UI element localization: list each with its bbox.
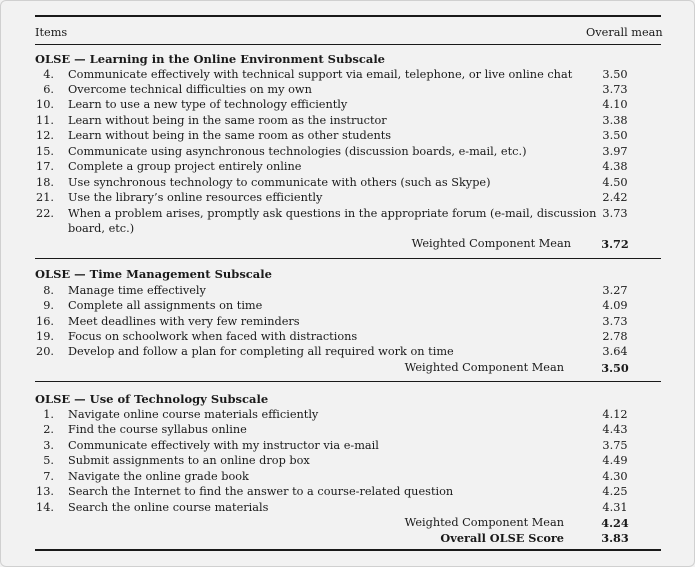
item-text: When a problem arises, promptly ask questions in the appropriate forum (e-mail, discussion	[68, 207, 597, 220]
item-text: Develop and follow a plan for completing all required work on time	[68, 345, 454, 358]
item-text: Use synchronous technology to communicate with others (such as Skype)	[68, 176, 491, 189]
section-divider	[35, 258, 661, 259]
overall-mean-header: Overall mean	[586, 26, 663, 39]
item-text: Submit assignments to an online drop box	[68, 454, 310, 467]
item-number: 14.	[36, 501, 54, 514]
item-text: Communicate using asynchronous technologies (discussion boards, e-mail, etc.)	[68, 145, 527, 158]
item-number: 22.	[36, 207, 54, 220]
item-mean: 4.30	[602, 470, 628, 483]
item-number: 4.	[43, 68, 54, 81]
item-mean: 3.97	[602, 145, 628, 158]
overall-score-value: 3.83	[601, 531, 629, 545]
item-mean: 3.64	[602, 345, 628, 358]
item-number: 6.	[43, 83, 54, 96]
item-mean: 2.42	[602, 191, 628, 204]
item-mean: 3.73	[602, 83, 628, 96]
item-mean: 4.09	[602, 299, 628, 312]
weighted-mean-label: Weighted Component Mean	[404, 516, 564, 529]
item-text: Learn without being in the same room as other students	[68, 129, 392, 142]
item-number: 12.	[36, 129, 54, 142]
item-number: 3.	[43, 439, 54, 452]
item-text: Communicate effectively with my instructor via e-mail	[68, 439, 379, 452]
item-text: Learn without being in the same room as the instructor	[68, 114, 387, 127]
overall-score-label: Overall OLSE Score	[440, 531, 564, 545]
item-text: Complete a group project entirely online	[68, 160, 302, 173]
item-number: 2.	[43, 423, 54, 436]
item-number: 21.	[36, 191, 54, 204]
item-mean: 2.78	[602, 330, 628, 343]
item-text: Complete all assignments on time	[68, 299, 263, 312]
item-mean: 4.12	[602, 408, 628, 421]
item-number: 17.	[36, 160, 54, 173]
item-number: 11.	[36, 114, 54, 127]
item-mean: 3.73	[602, 315, 628, 328]
item-mean: 4.38	[602, 160, 628, 173]
item-number: 16.	[36, 315, 54, 328]
item-mean: 4.10	[602, 98, 628, 111]
top-rule	[35, 15, 661, 17]
item-mean: 3.50	[602, 129, 628, 142]
section-title-use-of-technology: OLSE — Use of Technology Subscale	[35, 392, 269, 406]
item-mean: 3.75	[602, 439, 628, 452]
weighted-mean-value: 3.50	[601, 361, 629, 375]
item-text: Meet deadlines with very few reminders	[68, 315, 300, 328]
header-rule	[35, 44, 661, 45]
item-number: 5.	[43, 454, 54, 467]
item-text: Communicate effectively with technical support via email, telephone, or live online chat	[68, 68, 573, 81]
item-mean: 4.50	[602, 176, 628, 189]
item-number: 20.	[36, 345, 54, 358]
items-header: Items	[35, 26, 68, 39]
item-text: Search the Internet to find the answer to a course-related question	[68, 485, 454, 498]
item-text: Overcome technical difficulties on my own	[68, 83, 312, 96]
item-mean: 3.73	[602, 207, 628, 220]
item-text: Use the library’s online resources efficiently	[68, 191, 323, 204]
item-text: Manage time effectively	[68, 284, 206, 297]
item-number: 15.	[36, 145, 54, 158]
weighted-mean-label: Weighted Component Mean	[404, 361, 564, 374]
item-number: 9.	[43, 299, 54, 312]
weighted-mean-label: Weighted Component Mean	[411, 237, 571, 250]
item-number: 7.	[43, 470, 54, 483]
item-text: Learn to use a new type of technology efficiently	[68, 98, 348, 111]
item-number: 18.	[36, 176, 54, 189]
item-text: Search the online course materials	[68, 501, 269, 514]
item-mean: 4.43	[602, 423, 628, 436]
item-number: 19.	[36, 330, 54, 343]
item-number: 13.	[36, 485, 54, 498]
weighted-mean-value: 4.24	[601, 516, 629, 530]
item-mean: 4.31	[602, 501, 628, 514]
item-text: Focus on schoolwork when faced with distractions	[68, 330, 358, 343]
item-text: Navigate online course materials efficiently	[68, 408, 319, 421]
section-title-learning: OLSE — Learning in the Online Environment Subscale	[35, 52, 386, 66]
item-mean: 3.50	[602, 68, 628, 81]
item-mean: 4.25	[602, 485, 628, 498]
section-title-time-management: OLSE — Time Management Subscale	[35, 267, 272, 281]
item-number: 10.	[36, 98, 54, 111]
item-mean: 3.38	[602, 114, 628, 127]
item-number: 8.	[43, 284, 54, 297]
item-mean: 3.27	[602, 284, 628, 297]
item-text-continuation: board, etc.)	[68, 222, 135, 235]
item-mean: 4.49	[602, 454, 628, 467]
item-text: Find the course syllabus online	[68, 423, 247, 436]
item-text: Navigate the online grade book	[68, 470, 249, 483]
item-number: 1.	[43, 408, 54, 421]
weighted-mean-value: 3.72	[601, 237, 629, 251]
section-divider	[35, 381, 661, 382]
bottom-rule	[35, 549, 661, 551]
